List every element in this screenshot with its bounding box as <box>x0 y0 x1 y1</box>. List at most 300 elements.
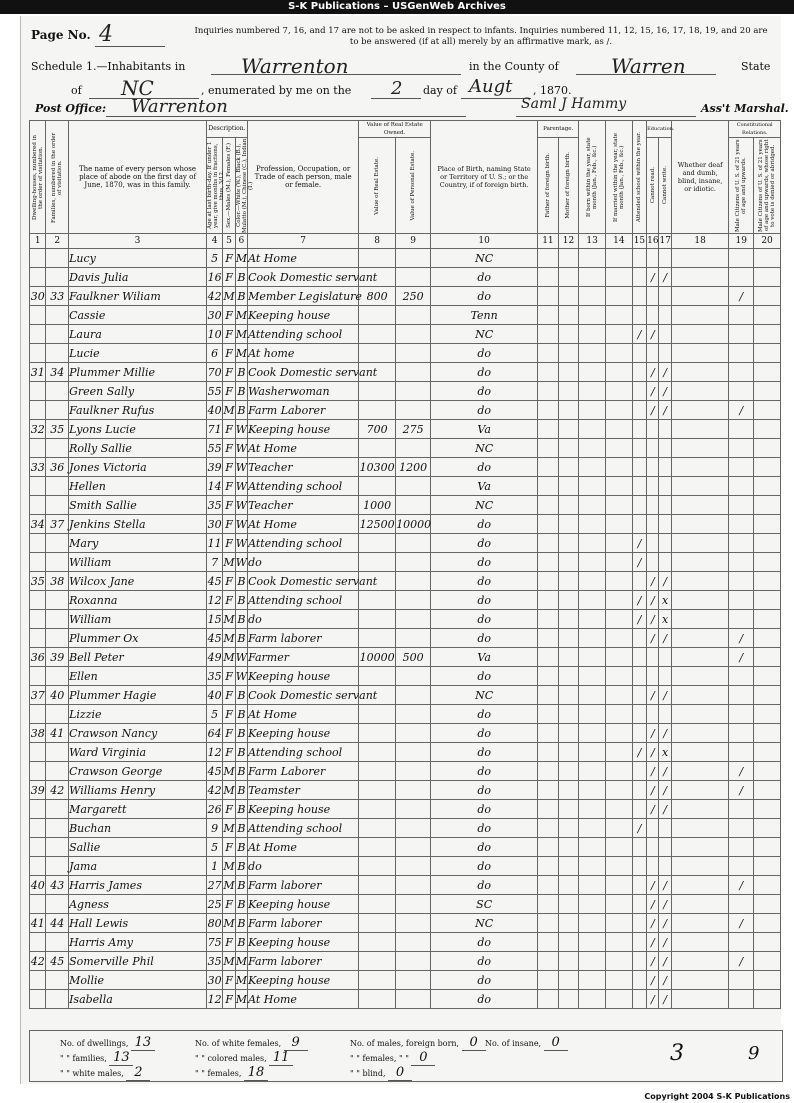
birthplace-cell: do <box>431 553 538 572</box>
cannot-read-cell <box>647 705 659 724</box>
personal-estate-value-cell <box>396 268 431 287</box>
father-foreign-cell <box>538 914 559 933</box>
male-citizen-cell <box>729 971 754 990</box>
mother-foreign-cell <box>558 572 579 591</box>
vote-denied-cell <box>754 857 781 876</box>
mother-foreign-cell <box>558 933 579 952</box>
vote-denied-cell <box>754 781 781 800</box>
person-name-cell: Lucy <box>69 249 207 268</box>
father-foreign-cell <box>538 325 559 344</box>
cannot-write-cell: / <box>659 876 671 895</box>
color-cell: B <box>235 781 247 800</box>
sex-cell: F <box>223 363 235 382</box>
born-in-year-cell <box>579 857 606 876</box>
attended-school-cell: / <box>632 610 646 629</box>
personal-estate-value-cell <box>396 800 431 819</box>
insane-count: 0 <box>544 1035 568 1051</box>
county-name: Warren <box>611 54 686 78</box>
table-row <box>30 838 781 857</box>
real-estate-value-cell <box>359 971 396 990</box>
age-cell: 11 <box>206 534 222 553</box>
attended-school-cell <box>632 781 646 800</box>
occupation-cell: Keeping house <box>248 800 359 819</box>
father-foreign-cell <box>538 382 559 401</box>
family-number-cell <box>46 382 69 401</box>
family-number-cell <box>46 857 69 876</box>
married-in-year-cell <box>606 591 633 610</box>
col-occupation-header: Profession, Occupation, or Trade of each person, male or female. <box>248 121 359 234</box>
real-estate-value-cell <box>359 819 396 838</box>
mother-foreign-cell <box>558 610 579 629</box>
cannot-write-cell <box>659 534 671 553</box>
father-foreign-cell <box>538 686 559 705</box>
married-in-year-cell <box>606 572 633 591</box>
family-number-cell: 41 <box>46 724 69 743</box>
father-foreign-cell <box>538 610 559 629</box>
table-row <box>30 724 781 743</box>
enumeration-month: Augt <box>469 76 513 97</box>
mother-foreign-cell <box>558 686 579 705</box>
family-number-cell: 43 <box>46 876 69 895</box>
birthplace-cell: do <box>431 344 538 363</box>
cannot-read-cell: / <box>647 382 659 401</box>
col-family-header: Families, numbered in the order of visitation. <box>46 121 69 234</box>
family-number-cell <box>46 306 69 325</box>
father-foreign-cell <box>538 705 559 724</box>
cannot-read-cell: / <box>647 686 659 705</box>
personal-estate-value-cell <box>396 971 431 990</box>
person-name-cell: Smith Sallie <box>69 496 207 515</box>
personal-estate-value-cell <box>396 743 431 762</box>
dwelling-number-cell: 40 <box>30 876 46 895</box>
disability-cell <box>671 325 729 344</box>
disability-cell <box>671 648 729 667</box>
occupation-cell: Teamster <box>248 781 359 800</box>
personal-estate-value-cell <box>396 781 431 800</box>
married-in-year-cell <box>606 648 633 667</box>
color-cell: B <box>235 705 247 724</box>
male-citizen-cell <box>729 363 754 382</box>
cannot-read-cell: / <box>647 990 659 1009</box>
real-estate-value-cell: 800 <box>359 287 396 306</box>
male-citizen-cell <box>729 496 754 515</box>
disability-cell <box>671 705 729 724</box>
col-father-foreign-header: Father of foreign birth. <box>538 138 559 234</box>
married-in-year-cell <box>606 515 633 534</box>
sex-cell: F <box>223 572 235 591</box>
sex-cell: F <box>223 971 235 990</box>
father-foreign-cell <box>538 515 559 534</box>
real-estate-value-cell <box>359 610 396 629</box>
vote-denied-cell <box>754 629 781 648</box>
occupation-cell: Attending school <box>248 534 359 553</box>
mother-foreign-cell <box>558 667 579 686</box>
dwelling-number-cell <box>30 591 46 610</box>
married-in-year-cell <box>606 914 633 933</box>
attended-school-cell <box>632 382 646 401</box>
state-label: State <box>741 60 771 73</box>
column-number-14: 14 <box>606 234 633 249</box>
born-in-year-cell <box>579 933 606 952</box>
color-cell: B <box>235 857 247 876</box>
column-number-10: 10 <box>431 234 538 249</box>
vote-denied-cell <box>754 800 781 819</box>
person-name-cell: Harris Amy <box>69 933 207 952</box>
occupation-cell: Attending school <box>248 743 359 762</box>
family-number-cell: 39 <box>46 648 69 667</box>
cannot-write-cell <box>659 838 671 857</box>
personal-estate-value-cell <box>396 819 431 838</box>
sex-cell: F <box>223 439 235 458</box>
attended-school-cell <box>632 990 646 1009</box>
tally-citizens: 9 <box>748 1043 760 1064</box>
color-cell: B <box>235 591 247 610</box>
age-cell: 10 <box>206 325 222 344</box>
disability-cell <box>671 724 729 743</box>
married-in-year-cell <box>606 705 633 724</box>
disability-cell <box>671 800 729 819</box>
born-in-year-cell <box>579 667 606 686</box>
col-cannot-read-header: Cannot read. <box>647 138 659 234</box>
born-in-year-cell <box>579 895 606 914</box>
dwelling-number-cell <box>30 401 46 420</box>
cannot-write-cell: / <box>659 724 671 743</box>
dwelling-number-cell <box>30 743 46 762</box>
male-citizen-cell <box>729 306 754 325</box>
person-name-cell: Plummer Ox <box>69 629 207 648</box>
cannot-read-cell <box>647 306 659 325</box>
column-number-8: 8 <box>359 234 396 249</box>
occupation-cell: Attending school <box>248 591 359 610</box>
personal-estate-value-cell <box>396 686 431 705</box>
disability-cell <box>671 344 729 363</box>
attended-school-cell: / <box>632 819 646 838</box>
father-foreign-cell <box>538 268 559 287</box>
personal-estate-value-cell <box>396 876 431 895</box>
married-in-year-cell <box>606 325 633 344</box>
cannot-write-cell <box>659 553 671 572</box>
marshal-label: Ass't Marshal. <box>701 102 789 115</box>
occupation-cell: Attending school <box>248 819 359 838</box>
cannot-read-cell <box>647 648 659 667</box>
father-foreign-cell <box>538 344 559 363</box>
personal-estate-value-cell <box>396 990 431 1009</box>
father-foreign-cell <box>538 933 559 952</box>
father-foreign-cell <box>538 971 559 990</box>
cannot-write-cell <box>659 344 671 363</box>
father-foreign-cell <box>538 819 559 838</box>
white-males-count: 2 <box>126 1065 150 1081</box>
age-cell: 1 <box>206 857 222 876</box>
attended-school-cell <box>632 914 646 933</box>
attended-school-cell <box>632 724 646 743</box>
cannot-read-cell: / <box>647 743 659 762</box>
color-cell: W <box>235 458 247 477</box>
cannot-read-cell <box>647 420 659 439</box>
attended-school-cell <box>632 838 646 857</box>
col-age-header: Age at last birth-day. If under 1 year, give months in fractions, thus, 3/12. <box>206 138 222 234</box>
father-foreign-cell <box>538 838 559 857</box>
family-number-cell <box>46 800 69 819</box>
person-name-cell: Lizzie <box>69 705 207 724</box>
dwelling-number-cell: 31 <box>30 363 46 382</box>
dwelling-number-cell: 39 <box>30 781 46 800</box>
cannot-write-cell <box>659 648 671 667</box>
dwelling-number-cell <box>30 705 46 724</box>
copyright-notice: Copyright 2004 S-K Publications <box>644 1092 790 1101</box>
vote-denied-cell <box>754 287 781 306</box>
dwelling-number-cell: 30 <box>30 287 46 306</box>
family-number-cell: 34 <box>46 363 69 382</box>
birthplace-cell: do <box>431 705 538 724</box>
column-number-6: 6 <box>235 234 247 249</box>
born-in-year-cell <box>579 477 606 496</box>
cannot-write-cell <box>659 287 671 306</box>
sex-cell: M <box>223 952 235 971</box>
sex-cell: F <box>223 249 235 268</box>
age-cell: 35 <box>206 496 222 515</box>
attended-school-cell <box>632 800 646 819</box>
vote-denied-cell <box>754 648 781 667</box>
table-row <box>30 743 781 762</box>
age-cell: 42 <box>206 781 222 800</box>
married-in-year-cell <box>606 762 633 781</box>
family-number-cell <box>46 895 69 914</box>
color-cell: B <box>235 268 247 287</box>
born-in-year-cell <box>579 686 606 705</box>
females-label: " " females, <box>195 1069 242 1078</box>
male-citizen-cell <box>729 857 754 876</box>
post-office-name: Warrenton <box>131 96 228 117</box>
male-citizen-cell <box>729 477 754 496</box>
father-foreign-cell <box>538 439 559 458</box>
column-number-13: 13 <box>579 234 606 249</box>
cannot-read-cell: / <box>647 363 659 382</box>
cannot-read-cell <box>647 819 659 838</box>
male-citizen-cell: / <box>729 781 754 800</box>
color-cell: B <box>235 895 247 914</box>
birthplace-cell: do <box>431 838 538 857</box>
born-in-year-cell <box>579 306 606 325</box>
born-in-year-cell <box>579 629 606 648</box>
married-in-year-cell <box>606 610 633 629</box>
sex-cell: M <box>223 287 235 306</box>
cannot-write-cell <box>659 249 671 268</box>
age-cell: 55 <box>206 439 222 458</box>
column-number-20: 20 <box>754 234 781 249</box>
cannot-write-cell: / <box>659 401 671 420</box>
male-citizen-cell <box>729 458 754 477</box>
color-cell: W <box>235 667 247 686</box>
birthplace-cell: do <box>431 667 538 686</box>
cannot-write-cell <box>659 819 671 838</box>
birthplace-cell: Va <box>431 477 538 496</box>
person-name-cell: Jama <box>69 857 207 876</box>
vote-denied-cell <box>754 838 781 857</box>
real-estate-value-cell <box>359 990 396 1009</box>
dwelling-number-cell: 32 <box>30 420 46 439</box>
vote-denied-cell <box>754 952 781 971</box>
color-cell: B <box>235 572 247 591</box>
attended-school-cell <box>632 648 646 667</box>
cannot-read-cell: / <box>647 591 659 610</box>
cannot-write-cell: / <box>659 990 671 1009</box>
person-name-cell: Plummer Millie <box>69 363 207 382</box>
person-name-cell: Hellen <box>69 477 207 496</box>
table-row <box>30 382 781 401</box>
cannot-read-cell <box>647 667 659 686</box>
mother-foreign-cell <box>558 439 579 458</box>
table-row <box>30 515 781 534</box>
cannot-read-cell <box>647 249 659 268</box>
male-citizen-cell <box>729 667 754 686</box>
dwelling-number-cell: 36 <box>30 648 46 667</box>
mother-foreign-cell <box>558 344 579 363</box>
column-number-18: 18 <box>671 234 729 249</box>
marshal-signature: Saml J Hammy <box>521 96 627 112</box>
male-citizen-cell <box>729 800 754 819</box>
father-foreign-cell <box>538 249 559 268</box>
table-row <box>30 553 781 572</box>
father-foreign-cell <box>538 306 559 325</box>
cannot-write-cell: / <box>659 781 671 800</box>
occupation-cell: At home <box>248 344 359 363</box>
father-foreign-cell <box>538 743 559 762</box>
color-cell: B <box>235 933 247 952</box>
col-married-year-header: If married within the year, state month (Jan., Feb., &c.) <box>606 121 633 234</box>
summary-block <box>29 1030 783 1082</box>
birthplace-cell: do <box>431 382 538 401</box>
occupation-cell: Cook Domestic servant <box>248 268 359 287</box>
table-row <box>30 648 781 667</box>
family-number-cell <box>46 401 69 420</box>
real-estate-value-cell <box>359 629 396 648</box>
occupation-cell: do <box>248 553 359 572</box>
mother-foreign-cell <box>558 553 579 572</box>
family-number-cell <box>46 971 69 990</box>
mother-foreign-cell <box>558 743 579 762</box>
attended-school-cell <box>632 249 646 268</box>
disability-cell <box>671 287 729 306</box>
vote-denied-cell <box>754 401 781 420</box>
col-vote-denied-header: Male Citizens of U. S. of 21 years of age and upwards, whose right to vote is denied or abridged. <box>754 138 781 234</box>
real-estate-value-cell <box>359 382 396 401</box>
dwelling-number-cell <box>30 895 46 914</box>
birthplace-cell: do <box>431 401 538 420</box>
birthplace-cell: do <box>431 952 538 971</box>
table-row <box>30 876 781 895</box>
parentage-header: Parentage. <box>538 121 579 138</box>
table-row <box>30 572 781 591</box>
column-number-3: 3 <box>69 234 207 249</box>
person-name-cell: Crawson George <box>69 762 207 781</box>
cannot-read-cell: / <box>647 724 659 743</box>
table-row <box>30 496 781 515</box>
personal-estate-value-cell <box>396 857 431 876</box>
dwelling-number-cell <box>30 382 46 401</box>
families-count: 13 <box>109 1050 133 1066</box>
birthplace-cell: do <box>431 819 538 838</box>
married-in-year-cell <box>606 800 633 819</box>
mother-foreign-cell <box>558 287 579 306</box>
vote-denied-cell <box>754 743 781 762</box>
personal-estate-value-cell <box>396 439 431 458</box>
age-cell: 6 <box>206 344 222 363</box>
dwelling-number-cell <box>30 534 46 553</box>
real-estate-value-cell <box>359 534 396 553</box>
age-cell: 30 <box>206 515 222 534</box>
column-number-5: 5 <box>223 234 235 249</box>
age-cell: 27 <box>206 876 222 895</box>
birthplace-cell: do <box>431 743 538 762</box>
family-number-cell <box>46 439 69 458</box>
family-number-cell <box>46 819 69 838</box>
birthplace-cell: do <box>431 629 538 648</box>
mother-foreign-cell <box>558 876 579 895</box>
vote-denied-cell <box>754 458 781 477</box>
person-name-cell: Roxanna <box>69 591 207 610</box>
male-citizen-cell <box>729 895 754 914</box>
real-estate-value-cell: 10300 <box>359 458 396 477</box>
married-in-year-cell <box>606 857 633 876</box>
attended-school-cell: / <box>632 534 646 553</box>
real-estate-value-cell: 700 <box>359 420 396 439</box>
personal-estate-value-cell <box>396 534 431 553</box>
cannot-read-cell: / <box>647 933 659 952</box>
table-row <box>30 990 781 1009</box>
mother-foreign-cell <box>558 515 579 534</box>
disability-cell <box>671 553 729 572</box>
cannot-read-cell: / <box>647 572 659 591</box>
person-name-cell: Rolly Sallie <box>69 439 207 458</box>
cannot-read-cell: / <box>647 895 659 914</box>
disability-cell <box>671 743 729 762</box>
color-cell: W <box>235 553 247 572</box>
person-name-cell: Bell Peter <box>69 648 207 667</box>
archive-banner: S-K Publications – USGenWeb Archives <box>0 0 794 14</box>
census-table <box>29 120 781 1009</box>
county-label: in the County of <box>469 60 559 73</box>
attended-school-cell <box>632 420 646 439</box>
occupation-cell: At Home <box>248 515 359 534</box>
dwelling-number-cell <box>30 800 46 819</box>
real-estate-value-cell <box>359 800 396 819</box>
male-citizen-cell <box>729 933 754 952</box>
male-citizen-cell: / <box>729 952 754 971</box>
cannot-write-cell: / <box>659 952 671 971</box>
occupation-cell: Farm laborer <box>248 952 359 971</box>
attended-school-cell <box>632 629 646 648</box>
person-name-cell: Lyons Lucie <box>69 420 207 439</box>
column-number-1: 1 <box>30 234 46 249</box>
color-cell: M <box>235 325 247 344</box>
occupation-cell: Attending school <box>248 325 359 344</box>
born-in-year-cell <box>579 952 606 971</box>
real-estate-value-cell <box>359 705 396 724</box>
sex-cell: F <box>223 895 235 914</box>
father-foreign-cell <box>538 990 559 1009</box>
foreign-males-label: No. of males, foreign born, <box>350 1039 460 1048</box>
enumeration-day: 2 <box>391 78 403 99</box>
age-cell: 55 <box>206 382 222 401</box>
column-number-9: 9 <box>396 234 431 249</box>
born-in-year-cell <box>579 838 606 857</box>
birthplace-cell: do <box>431 610 538 629</box>
personal-estate-value-cell: 10000 <box>396 515 431 534</box>
sex-cell: F <box>223 591 235 610</box>
married-in-year-cell <box>606 933 633 952</box>
real-estate-value-cell <box>359 401 396 420</box>
